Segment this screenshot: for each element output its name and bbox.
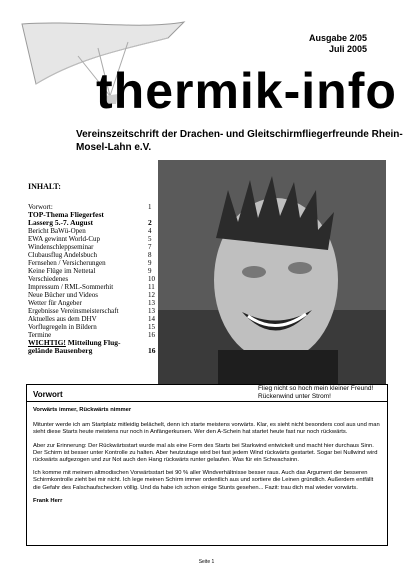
vorwort-paragraph: Mitunter werde ich am Startplatz mitleidig belächelt, denn ich starte meistens vorwärts. Klar, es sieht nicht besonders cool aus und man sieht diese Starts heute meistens nur noch in Anfängerkursen. Wer den A-Schein hat startet heute fast nur noch rückwärts. [33, 422, 380, 436]
toc-item-wichtig-cont[interactable]: gelände Bausenberg 16 [28, 346, 156, 355]
toc-item[interactable]: Termine 16 [28, 331, 155, 339]
toc-item[interactable]: Verschiedenes 10 [28, 275, 155, 283]
vorwort-box [26, 384, 388, 546]
vorwort-body [33, 407, 381, 511]
vorwort-title: Vorwort [33, 390, 63, 399]
toc-item[interactable]: Bericht BaWü-Open 4 [28, 227, 152, 235]
vorwort-lead: Vorwärts immer, Rückwärts nimmer [33, 407, 132, 413]
toc-item[interactable]: EWA gewinnt World-Cup 5 [28, 235, 152, 243]
toc-item[interactable]: Keine Flüge im Nettetal 9 [28, 267, 152, 275]
issue-number: Ausgabe 2/05 [308, 33, 367, 43]
toc-item[interactable]: Clubausflug Andelsbuch 8 [28, 251, 152, 259]
toc-item[interactable]: Vorflugregeln in Bildern 15 [28, 323, 155, 331]
toc-item[interactable]: Aktuelles aus dem DHV 14 [28, 315, 155, 323]
issue-info [309, 33, 367, 55]
toc-item[interactable]: Fernsehen / Versicherungen 9 [28, 259, 152, 267]
toc-item[interactable]: Vorwort: 1 [28, 203, 152, 211]
divider [27, 401, 387, 402]
vorwort-signature: Frank Herr [33, 497, 63, 504]
masthead-title: thermik-info [96, 63, 397, 119]
toc-item-wichtig[interactable]: WICHTIG! Mitteilung Flug- [28, 338, 121, 347]
toc-item[interactable]: Impressum / RML-Sommerhit 11 [28, 283, 155, 291]
vorwort-paragraph: Aber zur Erinnerung: Der Rückwärtsstart wurde mal als eine Form des Starts bei Starkwind entwickelt und macht hier durchaus Sinn. Der Schirm ist besser unter Kontrolle zu halten. Aber heutzutage wird bei fast jedem Wind rückwärts gestartet. Sogar bei Nullwind wird rückwärts aufgezogen und zur Not auch den Hang rückwärts runter gelaufen. Was für ein Schwachsinn. [33, 442, 378, 464]
toc-heading: INHALT: [28, 182, 61, 191]
wichtig-label: WICHTIG! [28, 338, 66, 347]
issue-date: Juli 2005 [328, 44, 367, 54]
toc-item[interactable]: Windenschleppseminar 7 [28, 243, 152, 251]
toc-item[interactable]: Lasserg 5.-7. August 2 [28, 218, 152, 227]
photo-caption: Flieg nicht so hoch mein kleiner Freund! Rückenwind unter Strom! [258, 385, 374, 400]
vorwort-paragraph: Ich komme mit meinem altmodischen Vorwärtsstart bei 90 % aller Windverhältnisse besser raus. Auch das Argument der besseren Schirmkontrolle zieht bei mir nicht. Ich lege meinen Schirm immer ordentlich aus und sortiere die Leinen gründlich. Außerdem entfällt die Gefahr des Falschaufschecken völlig. Und da habe ich schon einige Stunts gesehen... Fazit: trau dich mal wieder vorwärts. [33, 470, 374, 491]
toc-item[interactable]: Ergebnisse Vereinsmeisterschaft 13 [28, 307, 155, 315]
cover-photo [158, 160, 386, 384]
toc-item[interactable]: TOP-Thema Fliegerfest [28, 210, 104, 219]
toc-item[interactable]: Neue Bücher und Videos 12 [28, 291, 155, 299]
page-number: Seite 1 [198, 559, 215, 565]
toc-item[interactable]: Wetter für Angeber 13 [28, 299, 155, 307]
table-of-contents [28, 183, 160, 355]
masthead-subtitle: Vereinszeitschrift der Drachen- und Gleitschirmfliegerfreunde Rhein-Mosel-Lahn e.V. [76, 129, 403, 153]
